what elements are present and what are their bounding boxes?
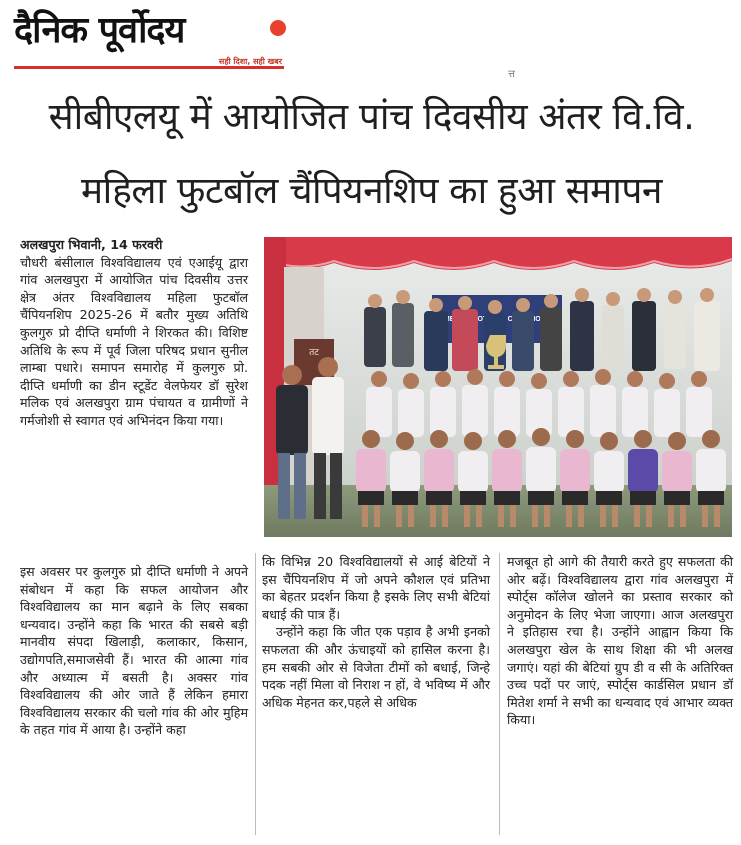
masthead-title: दैनिक पूर्वोदय bbox=[14, 10, 185, 51]
team-photo-illustration bbox=[264, 237, 732, 537]
player-shorts bbox=[358, 491, 724, 505]
podium-text: तट bbox=[309, 348, 319, 358]
date-fragment: त्त bbox=[508, 69, 515, 80]
headline-line-1: सीबीएलयू में आयोजित पांच दिवसीय अंतर वि.वि. bbox=[48, 95, 695, 138]
column-divider-2 bbox=[499, 553, 500, 835]
masthead-rule bbox=[14, 66, 284, 69]
players-front-row bbox=[356, 447, 726, 493]
paragraph-4: उन्होंने कहा कि जीत एक पड़ाव है अभी इनको सफलता की और ऊंचाइयों को हासिल करना है। हम सबकी ओर से विजेता टीमों को बधाई, जिन्हे पदक नहीं मिला वो निराश न हों, वे भविष्य में और अधिक मेहनत कर,पहले से अधिक bbox=[262, 624, 490, 710]
article-column-2 bbox=[262, 553, 490, 711]
article-column-1-top bbox=[20, 236, 248, 430]
article-column-1-bottom bbox=[20, 563, 248, 739]
article-column-3 bbox=[507, 553, 733, 729]
headline-line-2: महिला फुटबॉल चैंपियनशिप का हुआ समापन bbox=[81, 169, 662, 212]
masthead bbox=[14, 8, 286, 72]
paragraph-5: मजबूत हो आगे की तैयारी करते हुए सफलता की ओर बढ़ें। विश्वविद्यालय द्वारा गांव अलखपुरा में स्पोर्ट्स कॉलेज खोलने का प्रस्ताव सरकार को अनुमोदन के लिए भेजा जाएगा। आज अलखपुरा ने इतिहास रचा है। उन्होंने आह्वान किया कि अलखपुरा खेल के साथ शिक्षा की भी अलख जगाएं। यहां की बेटियां ग्रुप डी व सी के अतिरिक्त उच्च पदों पर जाएं, स्पोर्ट्स कार्डसिल प्रधान डॉ मितेश शर्मा ने सभी का धन्यवाद एवं आभार व्यक्त किया। bbox=[507, 554, 733, 728]
masthead-tagline: सही दिशा, सही खबर bbox=[218, 57, 282, 66]
dateline: अलखपुरा भिवानी, 14 फरवरी bbox=[20, 237, 163, 252]
paragraph-3: कि विभिन्न 20 विश्वविद्यालयों से आई बेटियों ने इस चैंपियनशिप में जो अपने कौशल एवं प्रतिभा का बेहतर प्रदर्शन किया है इसके लिए सभी बेटियां बधाई की पात्र हैं। bbox=[262, 554, 490, 622]
column-divider-1 bbox=[255, 553, 256, 835]
banner-text: WOMEN'S CHAMPIONSHIP bbox=[431, 316, 563, 323]
masthead-logo-dot-icon bbox=[270, 20, 286, 36]
paragraph-1: चौधरी बंसीलाल विश्वविद्यालय एवं एआईयू द्वारा गांव अलखपुरा में आयोजित पांच दिवसीय उत्तर क्षेत्र अंतर विश्वविद्यालय महिला फुटबॉल चैंपियनशिप 2025-26 में बतौर मुख्य अतिथि कुलगुरु प्रो दीप्ति धर्माणी ने शिरकत की। विशिष्ट अतिथि के रूप में पूर्व जिला परिषद प्रधान सुनील लाम्बा पधारे। समापन समारोह में कुलगुरु प्रो. दीप्ति धर्माणी का डीन स्टूडेंट वेलफेयर डॉ सुरेश मलिक एवं अलखपुरा ग्राम पंचायत व ग्रामीणों ने गर्मजोशी से स्वागत एवं अभिनंदन किया गया। bbox=[20, 254, 248, 428]
paragraph-2: इस अवसर पर कुलगुरु प्रो दीप्ति धर्माणी ने अपने संबोधन में कहा कि सफल आयोजन और विश्वविद्यालय का मान बढ़ाने के लिए सबका धन्यवाद। उन्होंने कहा कि भारत की सबसे बड़ी मानवीय संपदा खिलाड़ी, कलाकार, किसान, उद्योगपति,समाजसेवी हैं। भारत की आत्मा गांव और अध्यात्म में बसती है। अक्सर गांव विश्वविद्यालय की ओर जाते हैं लेकिन हमारा विश्वविद्यालय सरकार की चलो गांव की ओर मुहिम के तहत गांव में आया है। उन्होंने कहा bbox=[20, 564, 248, 738]
team-photo bbox=[264, 237, 732, 537]
